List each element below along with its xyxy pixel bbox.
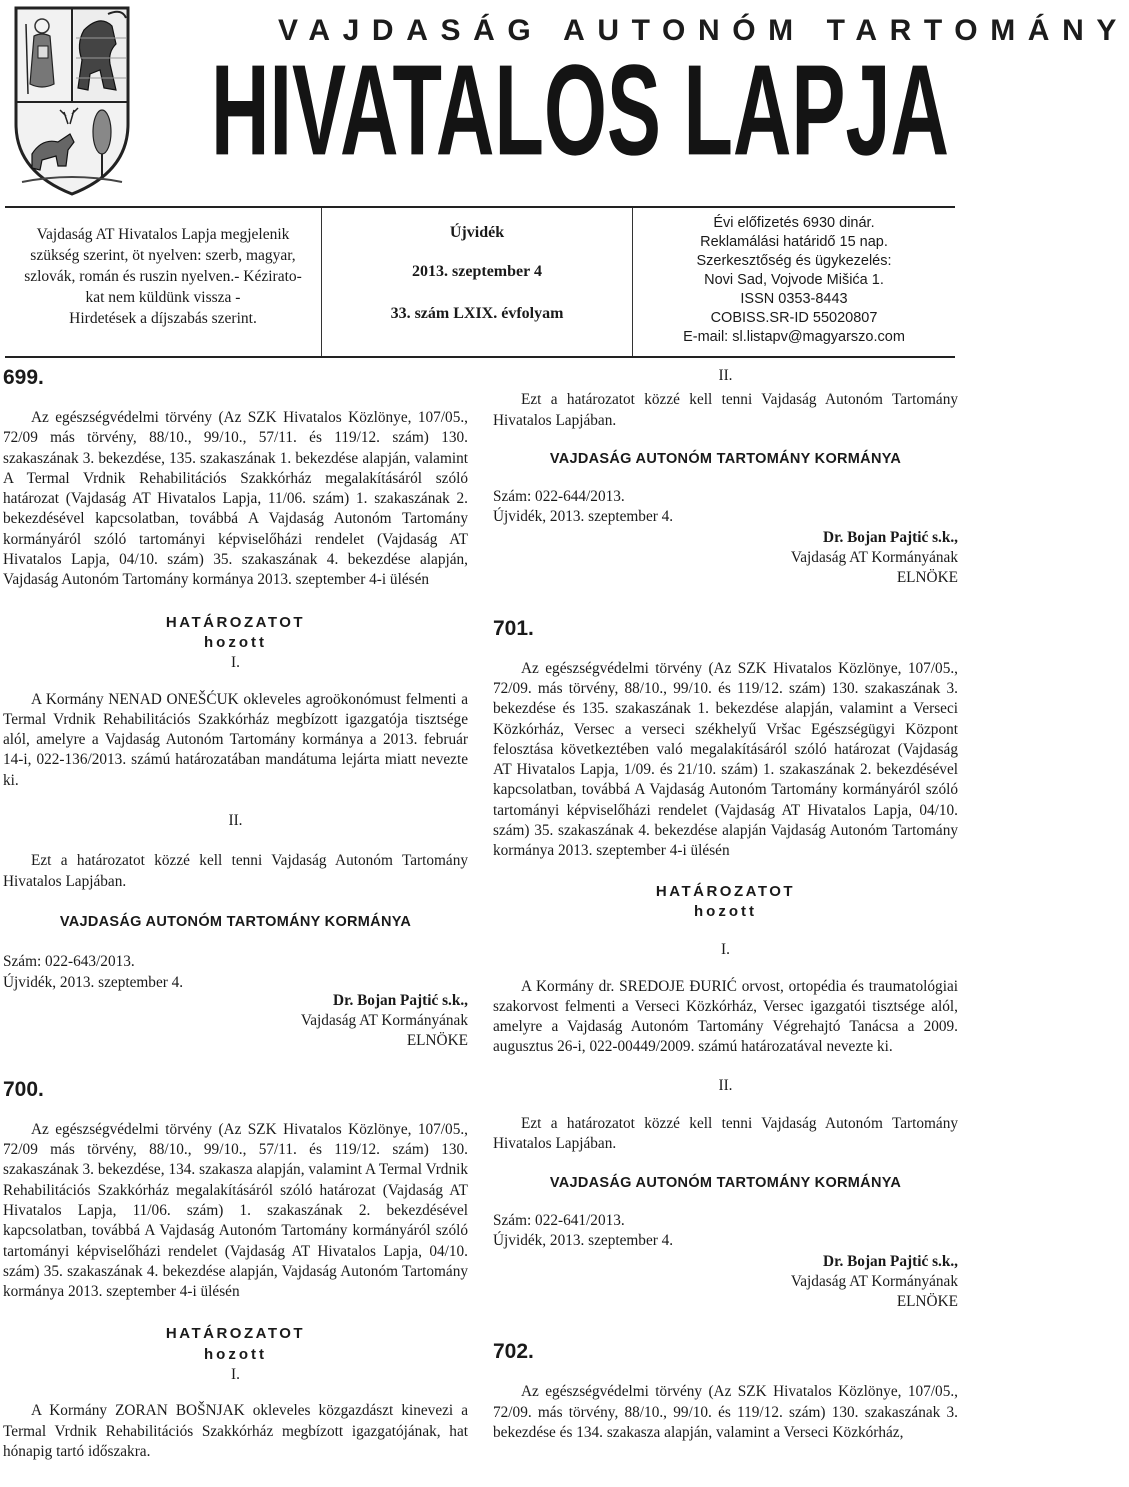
signatory-name: Dr. Bojan Pajtić s.k., — [823, 1252, 958, 1270]
subscription-info-line: Novi Sad, Vojvode Mišića 1. — [704, 272, 884, 288]
signatory-title: Vajdaság AT Kormányának — [790, 1272, 958, 1290]
government-name: VAJDASÁG AUTONÓM TARTOMÁNY KORMÁNYA — [59, 913, 412, 930]
reference-number: Szám: 022-644/2013. — [493, 488, 625, 506]
reference-number: Szám: 022-643/2013. — [3, 953, 135, 971]
coat-of-arms-icon — [12, 4, 132, 198]
decision-preamble: Az egészségvédelmi törvény (Az SZK Hivatalos Közlönye, 107/05., 72/09. más törvény, 88/10., 99/10. és 119/12. szám) 130. szakaszának 3. bekezdése és 135. szakaszának 1. bekezdése alapján, valamint a Verseci Közkórház, Versec a verseci székhelyű Vršac Egészségügyi Központ felosztása következtében való megalakításáról szóló határozat (Vajdaság AT Hivatalos Lapja, 1/09. és 21/10. szám) 1. szakaszának 2. bekezdésével kapcsolatban, továbbá A Vajdaság Autonóm Tartomány kormányáról szóló tartományi képviselőházi rendelet (Vajdaság AT Hivatalos Lapja, 04/10. szám) 35. szakaszának 4. bekezdése alapján Vajdaság Autonóm Tartomány kormánya 2013. szeptember 4-i ülésén — [493, 659, 958, 860]
place-date: Újvidék, 2013. szeptember 4. — [493, 508, 674, 526]
issue-city: Újvidék — [449, 224, 505, 241]
subscription-info-line: COBISS.SR-ID 55020807 — [710, 310, 878, 326]
masthead-supertitle: VAJDASÁG AUTONÓM TARTOMÁNY — [278, 14, 1129, 47]
decision-body: A Kormány NENAD ONEŠĆUK okleveles agroökonómust felmenti a Termal Vrdnik Rehabilitációs Szakkórház megbízott igazgatója tisztsége alól, amelyre a Vajdaság Autonóm Tartomány kormánya a 2013. február 14-i, 022-136/2013. számú határozatában mandátuma lejárta miatt nevezte ki. — [3, 690, 468, 789]
decision-subheading: hozott — [694, 902, 757, 920]
masthead-title — [211, 37, 951, 186]
decision-preamble: Az egészségvédelmi törvény (Az SZK Hivatalos Közlönye, 107/05., 72/09 más törvény, 88/10., 99/10., 57/11. és 119/12. szám) 130. szakaszának 3. bekezdése, 134. szakasza alapján, valamint A Termal Vrdnik Rehabilitációs Szakkórház megalakításáról szóló határozat (Vajdaság AT Hivatalos Lapja, 11/06. szám) 1. szakaszának 2. bekezdésével kapcsolatban, továbbá A Vajdaság Autonóm Tartomány kormányáról szóló tartományi képviselőházi rendelet (Vajdaság AT Hivatalos Lapja, 04/10. szám) 35. szakaszának 4. bekezdése alapján, Vajdaság Autonóm Tartomány kormánya 2013. szeptember 4-i ülésén — [3, 1120, 468, 1301]
decision-heading: HATÁROZATOT — [165, 613, 306, 631]
info-box — [5, 206, 955, 358]
publication-info-line: szükség szerint, öt nyelven: szerb, magyar, — [30, 247, 296, 264]
decision-subheading: hozott — [204, 1345, 267, 1363]
publication-info-line: Hirdetések a díjszabás szerint. — [69, 310, 257, 327]
left-column — [3, 366, 468, 1462]
decision-body: A Kormány ZORAN BOŠNJAK okleveles közgazdászt kinevezi a Termal Vrdnik Rehabilitációs Szakkórház megbízott igazgatójának, hat hónapig tartó időszakra. — [3, 1402, 468, 1460]
contact-email[interactable]: E-mail: sl.listapv@magyarszo.com — [683, 329, 905, 345]
decision-heading: HATÁROZATOT — [165, 1325, 306, 1343]
publication-info-line: Vajdaság AT Hivatalos Lapja megjelenik — [36, 226, 290, 243]
government-name: VAJDASÁG AUTONÓM TARTOMÁNY KORMÁNYA — [549, 1174, 902, 1191]
section-number: II. — [718, 1076, 733, 1094]
decision-heading: HATÁROZATOT — [655, 882, 796, 900]
decision-preamble: Az egészségvédelmi törvény (Az SZK Hivatalos Közlönye, 107/05., 72/09. más törvény, 88/10., 99/10. és 119/12. szám) 130. szakaszának 3. bekezdése és 134. szakasza alapján, valamint a Verseci Közkórház, — [493, 1383, 958, 1441]
signatory-title: Vajdaság AT Kormányának — [790, 549, 958, 567]
subscription-info-line: Reklamálási határidő 15 nap. — [700, 234, 888, 250]
publication-info-line: szlovák, román és ruszin nyelven.- Kézirato- — [24, 268, 302, 285]
decision-number: 701. — [493, 616, 534, 640]
signatory-role: ELNÖKE — [896, 1293, 958, 1311]
issue-info — [322, 208, 633, 356]
issue-date: 2013. szeptember 4 — [412, 263, 542, 280]
subscription-info — [633, 208, 955, 356]
subscription-info-line: Évi előfizetés 6930 dinár. — [713, 215, 875, 231]
publication-info — [5, 208, 322, 356]
signatory-role: ELNÖKE — [896, 569, 958, 587]
signatory-title: Vajdaság AT Kormányának — [300, 1012, 468, 1030]
decision-publication-clause: Ezt a határozatot közzé kell tenni Vajdaság Autonóm Tartomány Hivatalos Lapjában. — [493, 1115, 958, 1153]
masthead-title-text: HIVATALOS LAPJA — [211, 37, 949, 183]
decision-subheading: hozott — [204, 633, 267, 651]
decision-preamble: Az egészségvédelmi törvény (Az SZK Hivatalos Közlönye, 107/05., 72/09 más törvény, 88/10., 99/10., 57/11. és 119/12. szám) 130. szakaszának 3. bekezdése, 135. szakaszának 1. bekezdése alapján, valamint A Termal Vrdnik Rehabilitációs Szakkórház megalakításáról szóló határozat (Vajdaság AT Hivatalos Lapja, 11/06. szám) 1. szakaszának 2. bekezdésével kapcsolatban, továbbá A Vajdaság Autonóm Tartomány kormányáról szóló tartományi képviselőházi rendelet (Vajdaság AT Hivatalos Lapja, 04/10. szám) 35. szakaszának 4. bekezdése alapján, Vajdaság Autonóm Tartomány kormánya 2013. szeptember 4-i ülésén — [3, 409, 468, 589]
section-number: II. — [718, 367, 733, 384]
decision-publication-clause: Ezt a határozatot közzé kell tenni Vajdaság Autonóm Tartomány Hivatalos Lapjában. — [493, 391, 958, 429]
decision-body: A Kormány dr. SREDOJE ĐURIĆ orvost, ortopédia és traumatológiai szakorvost felmenti a Verseci Közkórház, Versec igazgatói tisztsége alól, amelyre a Vajdaság Autonóm Tartomány Végrehajtó Tanácsa a 2009. augusztus 26-i, 022-00449/2009. számú határozatával nevezte ki. — [493, 977, 958, 1056]
decision-publication-clause: Ezt a határozatot közzé kell tenni Vajdaság Autonóm Tartomány Hivatalos Lapjában. — [3, 852, 468, 890]
subscription-info-line: ISSN 0353-8443 — [740, 291, 848, 307]
section-number: I. — [231, 654, 240, 672]
subscription-info-line: Szerkesztőség és ügykezelés: — [696, 253, 892, 269]
decision-number: 702. — [493, 1340, 534, 1364]
government-name: VAJDASÁG AUTONÓM TARTOMÁNY KORMÁNYA — [549, 450, 902, 467]
issue-number: 33. szám LXIX. évfolyam — [390, 305, 564, 322]
signatory-name: Dr. Bojan Pajtić s.k., — [333, 991, 468, 1009]
reference-number: Szám: 022-641/2013. — [493, 1211, 625, 1229]
place-date: Újvidék, 2013. szeptember 4. — [3, 973, 184, 991]
signatory-name: Dr. Bojan Pajtić s.k., — [823, 528, 958, 546]
publication-info-line: kat nem küldünk vissza - — [85, 289, 241, 306]
section-number: I. — [721, 941, 730, 959]
right-column — [493, 366, 958, 1443]
signatory-role: ELNÖKE — [406, 1032, 468, 1050]
section-number: II. — [228, 812, 243, 830]
place-date: Újvidék, 2013. szeptember 4. — [493, 1232, 674, 1250]
section-number: I. — [231, 1365, 240, 1383]
decision-number: 700. — [3, 1077, 44, 1101]
decision-number: 699. — [3, 366, 44, 389]
